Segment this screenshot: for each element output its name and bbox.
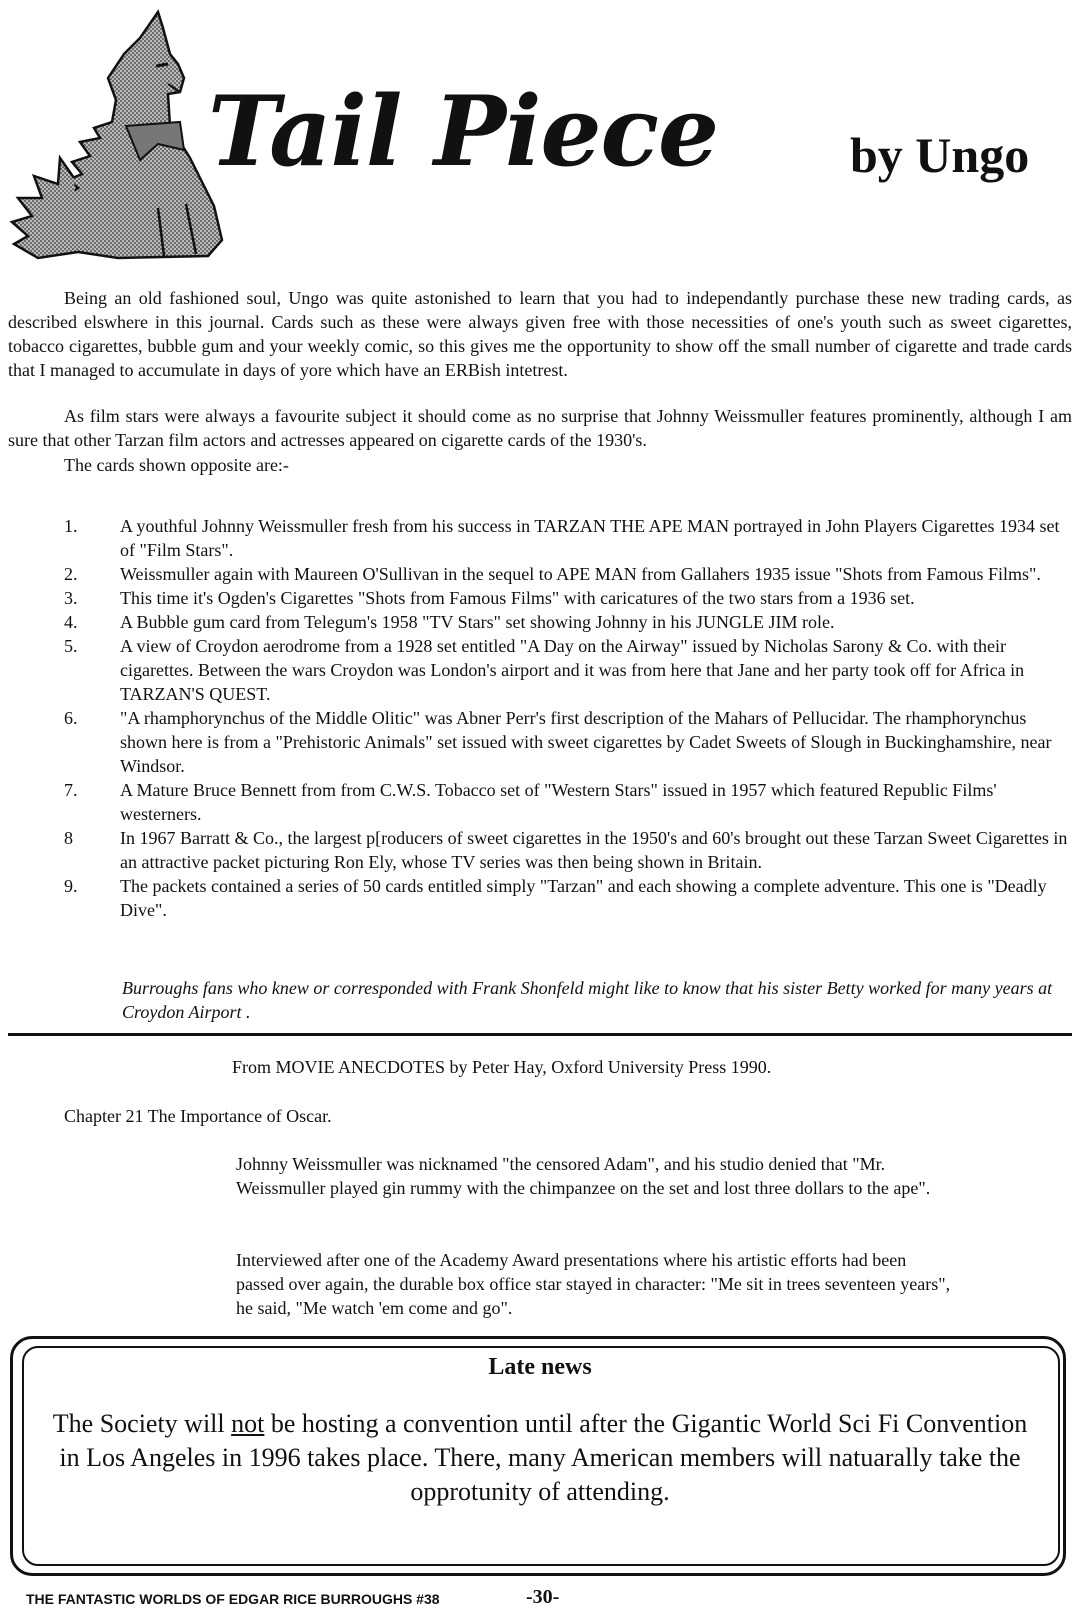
anecdote-quote-2: Interviewed after one of the Academy Award presentations where his artistic efforts had been passed over again, the durable box office star stayed in character: "Me sit in trees seventeen years", he said, "Me watch 'em come and go". [236, 1250, 951, 1318]
list-item [64, 562, 1072, 586]
intro-paragraph-2: As film stars were always a favourite subject it should come as no surprise that Johnny Weissmuller features prominently, although I am sure that other Tarzan film actors and actresses appeared on cigarette cards of the 1930's. [8, 406, 1072, 450]
author-byline: by Ungo [850, 127, 1030, 183]
list-item-text: This time it's Ogden's Cigarettes "Shots from Famous Films" with caricatures of the two stars from a 1936 set. [120, 588, 915, 608]
howling-wolf-icon [8, 8, 230, 260]
list-item-number: 2. [64, 564, 78, 584]
list-item-number: 9. [64, 876, 78, 896]
late-news-text [50, 1407, 1030, 1509]
list-item-number: 1. [64, 516, 78, 536]
list-item-text: In 1967 Barratt & Co., the largest p[roducers of sweet cigarettes in the 1950's and 60's brought out these Tarzan Sweet Cigarettes in an attractive packet picturing Ron Ely, whose TV series was then being shown in Britain. [120, 828, 1068, 872]
list-item-text: A youthful Johnny Weissmuller fresh from his success in TARZAN THE APE MAN portrayed in John Players Cigarettes 1934 set of "Film Stars". [120, 516, 1060, 560]
list-item-text: "A rhamphorynchus of the Middle Olitic" was Abner Perr's first description of the Mahars of Pellucidar. The rhamphorynchus shown here is from a "Prehistoric Animals" set issued with sweet cigarettes by Cadet Sweets of Slough in Buckinghamshire, near Windsor. [120, 708, 1052, 776]
list-item-text: Weissmuller again with Maureen O'Sullivan in the sequel to APE MAN from Gallahers 1935 issue "Shots from Famous Films". [120, 564, 1041, 584]
late-news-emphasis: not [231, 1409, 265, 1438]
list-item [64, 874, 1072, 922]
anecdote-quote-1: Johnny Weissmuller was nicknamed "the censored Adam", and his studio denied that "Mr. Weissmuller played gin rummy with the chimpanzee on the set and lost three dollars to the ape". [236, 1154, 931, 1198]
list-item-number: 6. [64, 708, 78, 728]
late-news-text-start: The Society will [52, 1409, 232, 1438]
late-news-title: Late news [488, 1354, 592, 1380]
list-item [64, 610, 1072, 634]
late-news-text-end: be hosting a convention until after the Gigantic World Sci Fi Convention in Los Angeles in 1996 takes place. There, many American members will natuarally take the opprotunity of attending. [59, 1409, 1028, 1506]
list-item [64, 634, 1072, 706]
section-divider [8, 1033, 1072, 1036]
list-item-text: A Bubble gum card from Telegum's 1958 "TV Stars" set showing Johnny in his JUNGLE JIM role. [120, 612, 835, 632]
list-item-number: 4. [64, 612, 78, 632]
intro-paragraph-1: Being an old fashioned soul, Ungo was quite astonished to learn that you had to independantly purchase these new trading cards, as described elswhere in this journal. Cards such as these were always given free with those necessities of one's youth such as sweet cigarettes, tobacco cigarettes, bubble gum and your weekly comic, so this gives me the opportunity to show off the small number of cigarette and trade cards that I managed to accumulate in days of yore which have an ERBish intetrest. [8, 288, 1072, 380]
list-item-text: A view of Croydon aerodrome from a 1928 set entitled "A Day on the Airway" issued by Nicholas Sarony & Co. with their cigarettes. Between the wars Croydon was London's airport and it was from here that Jane and her party took off for Africa in TARZAN'S QUEST. [120, 636, 1025, 704]
list-item-number: 3. [64, 588, 78, 608]
anecdote-source: From MOVIE ANECDOTES by Peter Hay, Oxford University Press 1990. [232, 1057, 772, 1077]
list-item [64, 706, 1072, 778]
list-item-text: A Mature Bruce Bennett from from C.W.S. Tobacco set of "Western Stars" issued in 1957 which featured Republic Films' westerners. [120, 780, 997, 824]
list-item-number: 5. [64, 636, 78, 656]
list-item [64, 778, 1072, 826]
list-item [64, 826, 1072, 874]
list-item-text: The packets contained a series of 50 cards entitled simply "Tarzan" and each showing a complete adventure. This one is "Deadly Dive". [120, 876, 1047, 920]
list-intro: The cards shown opposite are:- [64, 455, 289, 475]
list-item-number: 8 [64, 828, 73, 848]
page-title: Tail Piece [208, 75, 719, 188]
list-item [64, 586, 1072, 610]
list-item [64, 514, 1072, 562]
page-number: -30- [526, 1586, 560, 1608]
italic-note: Burroughs fans who knew or corresponded with Frank Shonfeld might like to know that his sister Betty worked for many years at Croydon Airport . [122, 978, 1053, 1022]
card-list [64, 514, 1072, 922]
publication-footer: THE FANTASTIC WORLDS OF EDGAR RICE BURROUGHS #38 [26, 1591, 440, 1607]
chapter-heading: Chapter 21 The Importance of Oscar. [64, 1106, 332, 1126]
list-item-number: 7. [64, 780, 78, 800]
